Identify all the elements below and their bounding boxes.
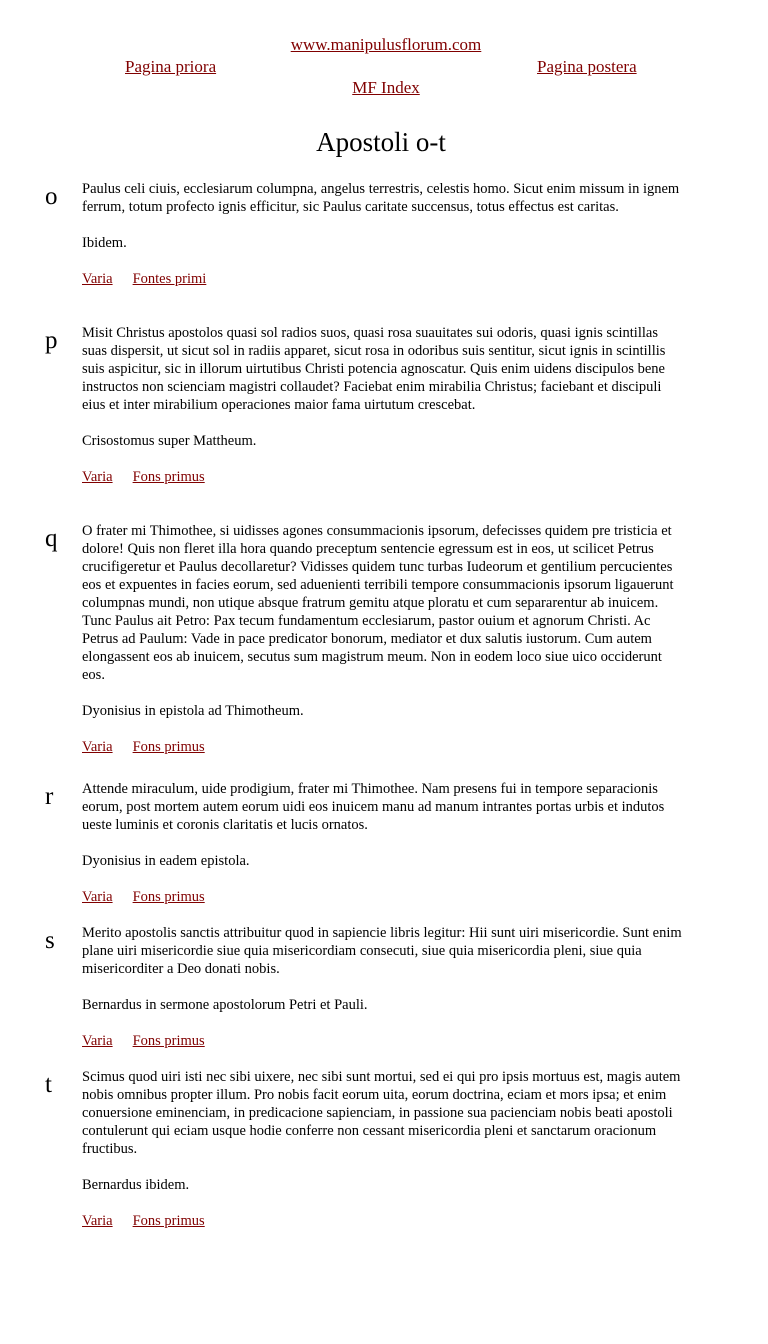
entry-letter: r [45,783,54,810]
entry-letter: q [45,525,58,552]
entry-source: Crisostomus super Mattheum. [82,433,257,449]
fons-link[interactable]: Fons primus [132,889,205,905]
entry-source: Bernardus ibidem. [82,1177,190,1193]
varia-link[interactable]: Varia [82,739,113,755]
entry-text: Attende miraculum, uide prodigium, frater mi Thimothee. Nam presens fui in tempore separacionis eorum, post mortem autem eorum uidi eos inuicem manu ad manum intrantes portas urbis et indutos ueste luminis et coronis claritatis et lucis ornatos. [82,781,665,833]
page-title: Apostoli o-t [316,127,446,157]
entry-text: Paulus celi ciuis, ecclesiarum columpna, angelus terrestris, celestis homo. Sicut enim missum in ignem ferrum, totum profecto ignis efficitur, sic Paulus caritate succensus, totus effectus est caritas. [82,181,680,215]
entry-source: Bernardus in sermone apostolorum Petri et Pauli. [82,997,368,1013]
fons-link[interactable]: Fons primus [132,1033,205,1049]
entry-body [82,522,682,774]
entry-links [82,468,682,486]
entry-body [82,1068,682,1248]
index-link[interactable]: MF Index [352,78,420,97]
entry-links [82,888,682,906]
entry-letter: s [45,927,55,954]
fons-link[interactable]: Fons primus [132,469,205,485]
varia-link[interactable]: Varia [82,889,113,905]
entry-links [82,1212,682,1230]
previous-page-link[interactable]: Pagina priora [125,57,217,76]
entry-text: Scimus quod uiri isti nec sibi uixere, nec sibi sunt mortui, sed ei qui pro ipsis mortuus est, magis autem nobis omnibus propter illum. Pro nobis facit eorum uita, eorum doctrina, eciam et mors ipsa; et enim conuersione eminenciam, in predicacione sapienciam, in passione sua pacienciam nobis beati apostoli contulerunt qui eciam usque hodie conferre non cessant misericordia pleni et sanctarum oracionum fructibus. [82,1069,681,1157]
entry-links [82,1032,682,1050]
site-link[interactable]: www.manipulusflorum.com [290,35,482,54]
varia-link[interactable]: Varia [82,1213,113,1229]
entry-source: Ibidem. [82,235,127,251]
entry-body [82,780,682,924]
entry-letter: o [45,183,58,210]
entry-text: Merito apostolis sanctis attribuitur quod in sapiencie libris legitur: Hii sunt uiri misericordie. Sunt enim plane uiri misericordie siue quia misericordiam consecuti, siue quia misericordia pleni, siue quia misericorditer a Deo donati nobis. [82,925,682,977]
varia-link[interactable]: Varia [82,271,113,287]
varia-link[interactable]: Varia [82,469,113,485]
next-page-link[interactable]: Pagina postera [537,57,637,76]
entry-letter: t [45,1071,52,1098]
fons-link[interactable]: Fons primus [132,1213,205,1229]
varia-link[interactable]: Varia [82,1033,113,1049]
entry-links [82,738,682,756]
entry-source: Dyonisius in epistola ad Thimotheum. [82,703,304,719]
entry-body [82,924,682,1068]
entry-body [82,180,682,306]
fons-link[interactable]: Fons primus [132,739,205,755]
entry-links [82,270,682,288]
entry-text: O frater mi Thimothee, si uidisses agones consummacionis ipsorum, defecisses quidem pre tristicia et dolore! Quis non fleret illa hora quando preceptum sentencie egressum est in eos, ut scilicet Petrus crucifigeretur et Paulus decollaretur? Vidisses quidem tunc turbas Iudeorum et gentilium percucientes eos et expuentes in facies eorum, sed aduenienti terribili tempore consummacionis ipsorum ligauerunt columpnas mundi, non utique absque fratrum gemitu atque ploratu et cum separarentur ab inuicem. Tunc Paulus ait Petro: Pax tecum fundamentum ecclesiarum, pastor ouium et agnorum Christi. Ac Petrus ad Paulum: Vade in pace predicator bonorum, mediator et dux salutis iustorum. Cum autem elongassent eos ab inuicem, secutus sum magistrum meum. Non in eodem loco siue uico occiderunt eos. [82,523,674,683]
entry-letter: p [45,327,58,354]
entry-body [82,324,682,504]
entry-source: Dyonisius in eadem epistola. [82,853,250,869]
entry-text: Misit Christus apostolos quasi sol radios suos, quasi rosa suauitates sui odoris, quasi ignis scintillas suas dispersit, ut sicut sol in radiis apparet, sicut rosa in odoribus suis sentitur, sicut ignis in scintillis suis aspicitur, sic in illorum uirtutibus Christi potencia agnoscatur. Quis enim uidens discipulos bene instructos non scienciam magistri collaudet? Faciebat enim mirabilia Christus; faciebant et discipuli eius et inter mirabilium operaciones maior fama uirtutum crescebat. [82,325,666,413]
fontes-link[interactable]: Fontes primi [132,271,207,287]
